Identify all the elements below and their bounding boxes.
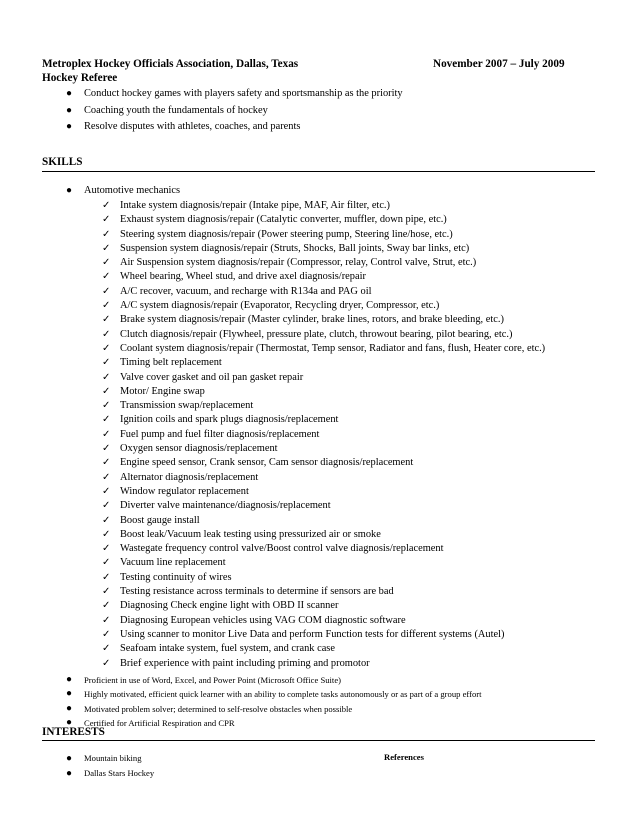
interests-divider <box>42 740 595 741</box>
list-item: ✓ Brake system diagnosis/repair (Master cylinder, brake lines, rotors, and brake bleeding, etc.) <box>120 313 545 327</box>
checkmark-icon: ✓ <box>102 643 111 655</box>
checkmark-icon: ✓ <box>102 557 111 569</box>
checkmark-icon: ✓ <box>102 285 111 297</box>
checkmark-icon: ✓ <box>102 328 111 340</box>
checkmark-icon: ✓ <box>102 657 111 669</box>
list-item: ● Certified for Artificial Respiration and CPR <box>84 716 482 730</box>
checkmark-icon: ✓ <box>102 414 111 426</box>
checkmark-icon: ✓ <box>102 357 111 369</box>
list-item: ✓ Vacuum line replacement <box>120 556 545 570</box>
list-item: ✓ Using scanner to monitor Live Data and perform Function tests for different systems (Autel) <box>120 628 545 642</box>
bullet-icon: ● <box>66 121 73 132</box>
list-item: ✓ Seafoam intake system, fuel system, and crank case <box>120 642 545 656</box>
job-header <box>42 58 582 70</box>
checkmark-icon: ✓ <box>102 543 111 555</box>
list-item: ● Conduct hockey games with players safety and sportsmanship as the priority <box>84 86 403 103</box>
list-item: ✓ Alternator diagnosis/replacement <box>120 471 545 485</box>
checkmark-icon: ✓ <box>102 371 111 383</box>
checkmark-icon: ✓ <box>102 200 111 211</box>
list-item: ✓ Timing belt replacement <box>120 356 545 370</box>
skills-divider <box>42 171 595 172</box>
list-item: ✓ Boost gauge install <box>120 514 545 528</box>
list-item: ✓ Diagnosing European vehicles using VAG COM diagnostic software <box>120 614 545 628</box>
checkmark-icon: ✓ <box>102 485 111 497</box>
checkmark-icon: ✓ <box>102 500 111 512</box>
checkmark-icon: ✓ <box>102 271 111 283</box>
checkmark-icon: ✓ <box>102 400 111 412</box>
list-item: ● Proficient in use of Word, Excel, and Power Point (Microsoft Office Suite) <box>84 673 482 687</box>
bullet-icon: ● <box>66 753 73 764</box>
checkmark-icon: ✓ <box>102 571 111 583</box>
list-item: ✓ Clutch diagnosis/repair (Flywheel, pressure plate, clutch, throwout bearing, pilot bearing, etc.) <box>120 328 545 342</box>
interests-list <box>66 751 155 781</box>
list-item: ✓ Testing resistance across terminals to determine if sensors are bad <box>120 585 545 599</box>
list-item: ✓ Boost leak/Vacuum leak testing using pressurized air or smoke <box>120 528 545 542</box>
bullet-icon: ● <box>66 185 73 196</box>
list-item: ✓ Ignition coils and spark plugs diagnosis/replacement <box>120 413 545 427</box>
list-item: ✓ Fuel pump and fuel filter diagnosis/replacement <box>120 428 545 442</box>
checkmark-icon: ✓ <box>102 314 111 326</box>
list-item: ✓ A/C system diagnosis/repair (Evaporator, Recycling dryer, Compressor, etc.) <box>120 299 545 313</box>
bullet-icon: ● <box>66 716 73 728</box>
list-item: ✓ Testing continuity of wires <box>120 571 545 585</box>
list-item: ● Mountain biking <box>84 751 154 766</box>
list-item: ✓ Wheel bearing, Wheel stud, and drive axel diagnosis/repair <box>120 270 545 284</box>
checkmark-icon: ✓ <box>102 600 111 612</box>
checkmark-icon: ✓ <box>102 471 111 483</box>
list-item: ✓ A/C recover, vacuum, and recharge with R134a and PAG oil <box>120 285 545 299</box>
bullet-icon: ● <box>66 768 73 780</box>
job-organization: Metroplex Hockey Officials Association, Dallas, Texas <box>42 58 299 70</box>
checkmark-icon: ✓ <box>102 443 111 455</box>
other-skills-list <box>66 673 482 730</box>
list-item: ● Resolve disputes with athletes, coaches, and parents <box>84 119 403 136</box>
checkmark-icon: ✓ <box>102 628 111 640</box>
list-item: ✓ Brief experience with paint including priming and promotor <box>120 657 545 671</box>
checkmark-icon: ✓ <box>102 514 111 526</box>
bullet-icon: ● <box>66 674 73 685</box>
interests-heading: INTERESTS <box>42 726 105 738</box>
checkmark-icon: ✓ <box>102 385 111 397</box>
list-item: ● Motivated problem solver; determined to self-resolve obstacles when possible <box>84 702 482 716</box>
list-item: ✓ Steering system diagnosis/repair (Power steering pump, Steering line/hose, etc.) <box>120 228 545 242</box>
checkmark-icon: ✓ <box>102 342 111 354</box>
list-item: ✓ Exhaust system diagnosis/repair (Catalytic converter, muffler, down pipe, etc.) <box>120 213 545 227</box>
list-item: ✓ Diverter valve maintenance/diagnosis/replacement <box>120 499 545 513</box>
list-item: ✓ Air Suspension system diagnosis/repair (Compressor, relay, Control valve, Strut, etc.) <box>120 256 545 270</box>
list-item: ✓ Window regulator replacement <box>120 485 545 499</box>
checkmark-icon: ✓ <box>102 457 111 469</box>
list-item: ✓ Diagnosing Check engine light with OBD II scanner <box>120 599 545 613</box>
list-item: ✓ Engine speed sensor, Crank sensor, Cam sensor diagnosis/replacement <box>120 456 545 470</box>
bullet-icon: ● <box>66 702 73 714</box>
bullet-icon: ● <box>66 688 73 700</box>
list-item: ✓ Transmission swap/replacement <box>120 399 545 413</box>
job-title: Hockey Referee <box>42 72 118 84</box>
automotive-skill-list <box>102 199 546 671</box>
list-item: ✓ Oxygen sensor diagnosis/replacement <box>120 442 545 456</box>
list-item: ✓ Valve cover gasket and oil pan gasket repair <box>120 371 545 385</box>
list-item: ● Dallas Stars Hockey <box>84 766 154 781</box>
references-label: References <box>384 752 424 762</box>
job-dates: November 2007 – July 2009 <box>433 58 565 70</box>
checkmark-icon: ✓ <box>102 228 111 240</box>
list-item: ● Automotive mechanics <box>84 183 180 199</box>
checkmark-icon: ✓ <box>102 528 111 540</box>
checkmark-icon: ✓ <box>102 257 111 269</box>
job-duties-list <box>66 86 403 136</box>
automotive-skill <box>66 183 181 199</box>
checkmark-icon: ✓ <box>102 300 111 312</box>
bullet-icon: ● <box>66 104 73 116</box>
list-item: ✓ Intake system diagnosis/repair (Intake pipe, MAF, Air filter, etc.) <box>120 199 545 213</box>
list-item: ● Coaching youth the fundamentals of hockey <box>84 103 403 120</box>
list-item: ✓ Motor/ Engine swap <box>120 385 545 399</box>
list-item: ✓ Wastegate frequency control valve/Boost control valve diagnosis/replacement <box>120 542 545 556</box>
checkmark-icon: ✓ <box>102 586 111 598</box>
checkmark-icon: ✓ <box>102 614 111 626</box>
skills-heading: SKILLS <box>42 156 83 168</box>
bullet-icon: ● <box>66 88 73 99</box>
checkmark-icon: ✓ <box>102 242 111 254</box>
list-item: ● Highly motivated, efficient quick learner with an ability to complete tasks autonomously or as part of a group effort <box>84 687 482 701</box>
list-item: ✓ Coolant system diagnosis/repair (Thermostat, Temp sensor, Radiator and fans, flush, Heater core, etc.) <box>120 342 545 356</box>
checkmark-icon: ✓ <box>102 428 111 440</box>
checkmark-icon: ✓ <box>102 214 111 226</box>
list-item: ✓ Suspension system diagnosis/repair (Struts, Shocks, Ball joints, Sway bar links, etc) <box>120 242 545 256</box>
